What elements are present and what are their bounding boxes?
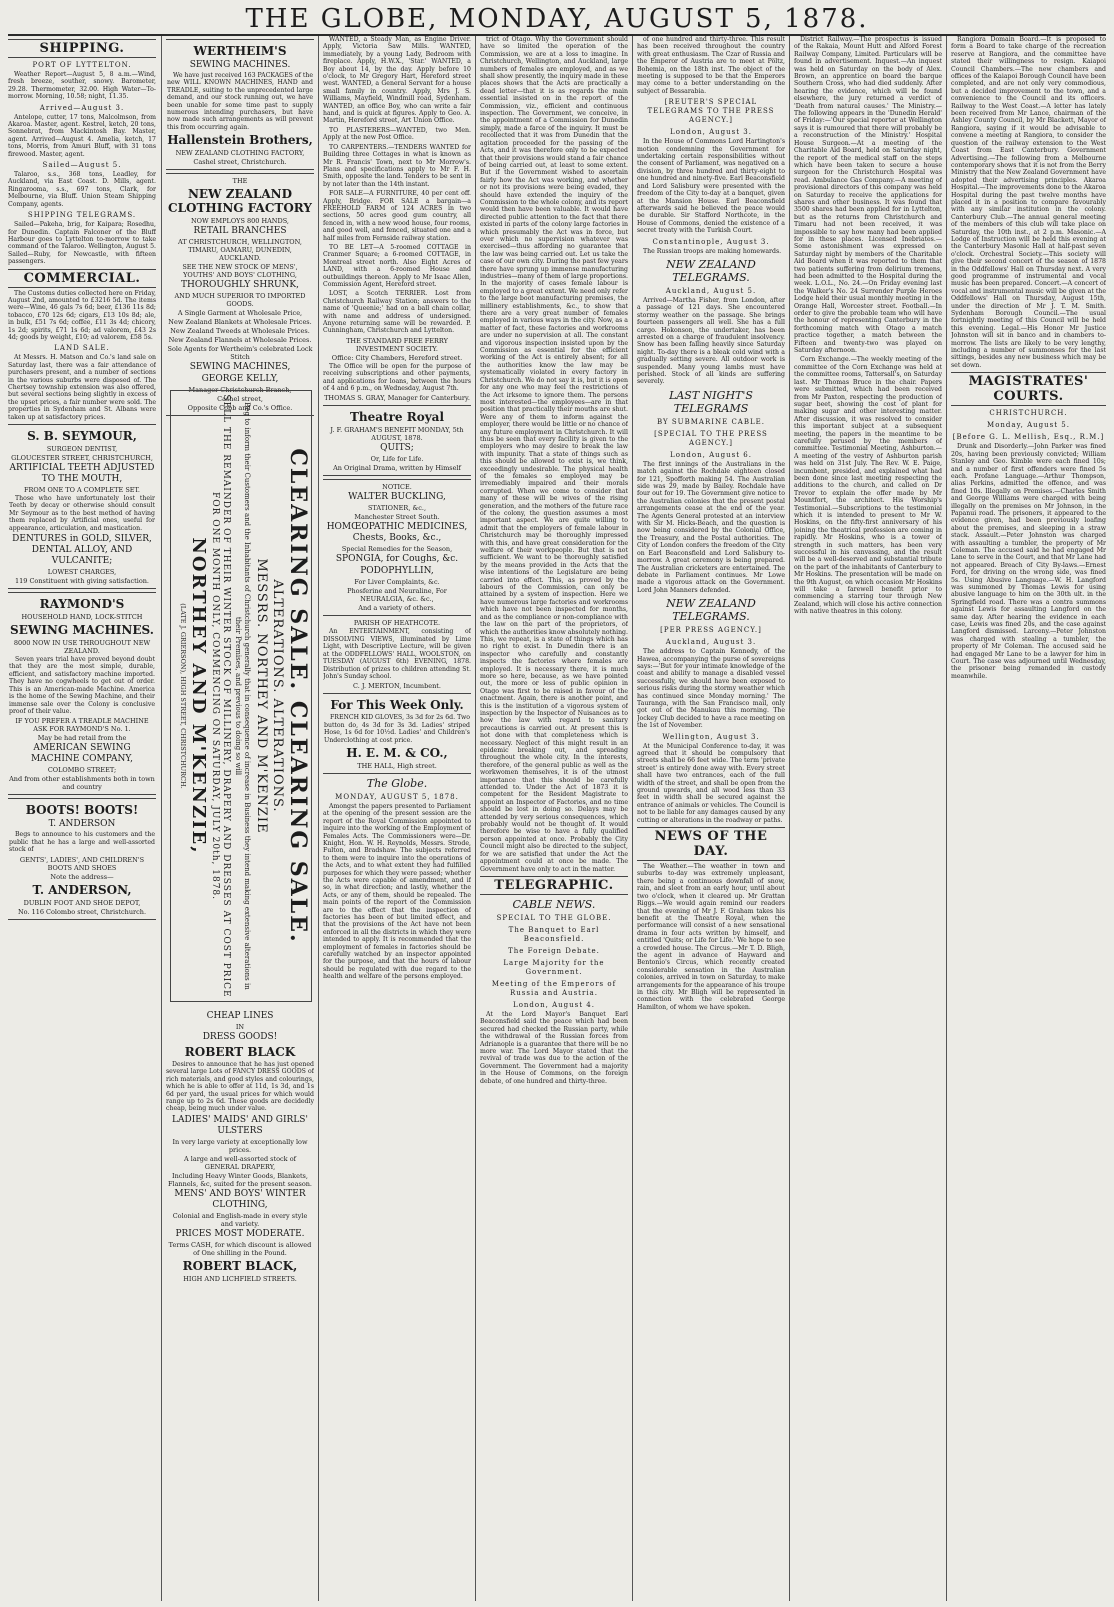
submarine-heading: BY SUBMARINE CABLE. bbox=[657, 417, 765, 426]
robert-black-name: ROBERT BLACK bbox=[184, 1045, 296, 1059]
parish-text: An ENTERTAINMENT, consisting of DISSOLVING VIEWS, illuminated by Lime Light, with Descriptive Lecture, will be given at the ODDFELLOWS' HALL, WOOLSTON, on TUESDAY (AUGUST 6th) EVENING, 1878. Distribution of prizes to children attending St. John's Sunday school. bbox=[323, 628, 471, 680]
lost-ad: LOST, a Scotch TERRIER. Lost from Christchurch Railway Station; answers to the name of 'Queenie;' had on a ball chain collar, with name and address of undersigned. Anyone returning same will be rewarded. P. Cunningham, Christchurch and Lyttelton. bbox=[323, 290, 471, 335]
robert-black-footer: ROBERT BLACK, bbox=[182, 1258, 298, 1273]
london-3-dateline: London, August 3. bbox=[670, 128, 752, 137]
nz-clothing-title: NEW ZEALAND CLOTHING FACTORY bbox=[168, 187, 312, 216]
moderate-line: PRICES MOST MODERATE. bbox=[175, 1228, 305, 1239]
to-let-ads: TO BE LET—A 5-roomed COTTAGE in Cranmer Square; a 6-roomed COTTAGE, in Montreal street north. Also Eight Acres of LAND, with a 6-roomed House and outbuildings thereon. Apply to Mr Isaac Allen, Commission Agent, Hereford street. bbox=[323, 243, 471, 288]
auckland-3-dateline: Auckland, August 3. bbox=[665, 638, 757, 647]
local-news-text-1: District Railway.—The prospectus is issued of the Rakaia, Mount Hutt and Alford Forest Railway Company, Limited. Particulars will be found in advertisement. Inquest.—An inquest was held on Saturday on the body of Alex. Brown, an apprentice on board the barque Southern Cross, who had died suddenly. After hearing the evidence, which will be found elsewhere, the jury returned a verdict of 'Death from natural causes.' The Ministry.—The following appears in the 'Dunedin Herald' of Friday:—'Our special reporter at Wellington says it is rumoured that there will probably be a reconstruction of the Ministry.' Hospital House Surgeon.—At a meeting of the Charitable Aid Board, held on Saturday night, the report of the medical staff on the steps which have been taken to secure a house surgeon for the Christchurch Hospital was read. Ambulance Gas Company.—A meeting of provisional directors of this company was held on Saturday to receive the applications for shares and other business. It was found that 3500 shares had been applied for in Lyttelton, but as the returns from Christchurch and Timaru had not been received, it was impossible to say how many had been applied for in these places. Licensed Inebriates.—Some astonishment was expressed on Saturday night by members of the Charitable Aid Board when it was reported to them that two patients suffering from delirium tremens, had been admitted to the Hospital during the week. L.O.L., No. 24.—On Friday evening last the Walker's No. 24 Surrender Purple Heroes Lodge held their usual monthly meeting in the Orange Hall, Worcester street. Football.—In order to give the probable team who will have the honour of representing Canterbury in the forthcoming match with Otago a match practice together, a match between the Fifteen and twenty-two was played on Saturday afternoon. bbox=[794, 36, 942, 355]
banquet-headline: The Banquet to Earl Beaconsfield. bbox=[508, 925, 600, 943]
nz-clothing-shrunk: THOROUGHLY SHRUNK, bbox=[180, 280, 300, 291]
raymond-subtitle: HOUSEHOLD HAND, LOCK-STITCH bbox=[21, 613, 143, 622]
sailed-text: Talaroo, s.s., 368 tons, Leadley, for Auckland, via East Coast. D. Mills, agent. Ringarooma, s.s., 697 tons, Clark, for Melbourne, via Bluff. Union Steam Shipping Company, agents. bbox=[8, 171, 156, 208]
clearing-sale-rotated bbox=[171, 391, 311, 1001]
theatre-title: Theatre Royal bbox=[349, 410, 445, 425]
wertheim-title: WERTHEIM'S bbox=[193, 44, 287, 58]
variety-line: And a variety of others. bbox=[358, 604, 436, 613]
podophyllin-line: PODOPHYLLIN, bbox=[360, 566, 434, 577]
column-divider bbox=[475, 36, 476, 1601]
column-divider bbox=[789, 36, 790, 1601]
cable-news-heading: CABLE NEWS. bbox=[512, 897, 596, 911]
sailed-heading: Sailed—August 5. bbox=[42, 161, 122, 170]
drapery-line: A large and well-assorted stock of GENERAL DRAPERY, bbox=[183, 1154, 297, 1171]
phosferine-line: Phosferine and Neuraline, For NEURALGIA, &c. &c., bbox=[347, 587, 447, 604]
column-7 bbox=[951, 36, 1106, 1601]
auckland-text: Arrived—Martha Fisher, from London, after a passage of 121 days. She encountered stormy weather on the passage. She brings fourteen passengers all well. She has a full cargo. Hokonson, the undertaker, has been arrested on a charge of fraudulent insolvency. Snow has been falling heavily since Saturday night. To-day there is a bleak cold wind with a gradually setting severe. All outdoor work is suspended. Many young lambs must have perished. Stock of all kinds are suffering severely. bbox=[637, 296, 785, 386]
globe-date: MONDAY, AUGUST 5, 1878. bbox=[335, 792, 459, 801]
buckling-stationer: STATIONER, &c., bbox=[367, 504, 427, 513]
for-one-month-line: FOR ONE MONTH ONLY, COMMENCING ON SATURDAY, JULY 20th, 1878. bbox=[210, 491, 220, 901]
reuters-heading: [REUTER'S SPECIAL TELEGRAMS TO THE PRESS AGENCY.] bbox=[647, 98, 775, 125]
plasterers-ad: TO PLASTERERS—WANTED, two Men. Apply at the new Post Office. bbox=[323, 126, 471, 142]
seymour-headline: ARTIFICIAL TEETH ADJUSTED TO THE MOUTH, bbox=[9, 463, 155, 485]
emperors-headline: Meeting of the Emperors of Russia and Austria. bbox=[491, 979, 617, 997]
wellington-dateline: Wellington, August 3. bbox=[662, 732, 760, 741]
notice-title: NOTICE. bbox=[382, 483, 412, 492]
commercial-heading: COMMERCIAL. bbox=[8, 269, 156, 288]
robert-black-text: Desires to announce that he has just opened several large Lots of FANCY DRESS GOODS of rich materials, and good styles and colourings, which he is able to offer at 11d, 1s 3d, and 1s 6d per yard, the usual prices for which would range up to 2s 6d. These goods are decidedly cheap, being much under value. bbox=[166, 1061, 314, 1113]
magistrates-date: Monday, August 5. bbox=[987, 421, 1070, 430]
raymond-text: Seven years trial have proved beyond doubt that they are the most simple, durable, efficient, and satisfactory machine imported. They have no cogwheels to get out of order. This is an American-made Machine. America is the home of the Sewing Machine, and their immense sale over the Colony is conclusive proof of their value. bbox=[9, 656, 155, 715]
anderson-text: Begs to announce to his customers and the public that he has a large and well-assorted stock of bbox=[9, 831, 155, 854]
majority-headline: Large Majority for the Government. bbox=[503, 958, 605, 976]
seymour-charges: LOWEST CHARGES, bbox=[47, 568, 117, 577]
seymour-name: S. B. SEYMOUR, bbox=[27, 429, 137, 444]
arrived-heading: Arrived—August 3. bbox=[39, 103, 125, 112]
hem-name: H. E. M. & CO., bbox=[346, 745, 448, 760]
nz-clothing-garment: A Single Garment at Wholesale Price, bbox=[177, 309, 303, 318]
ferry-office: Office: City Chambers, Hereford street. bbox=[331, 353, 463, 362]
special-globe: SPECIAL TO THE GLOBE. bbox=[496, 913, 612, 922]
foreign-debate-headline: The Foreign Debate. bbox=[508, 946, 600, 955]
telegraphic-heading: TELEGRAPHIC. bbox=[480, 876, 628, 895]
magistrates-bench: [Before G. L. Mellish, Esq., R.M.] bbox=[952, 433, 1105, 442]
raymond-machines: SEWING MACHINES. bbox=[10, 623, 154, 638]
anderson-note: Note the address— bbox=[50, 872, 114, 881]
raymond-treadle: IF YOU PREFER A TREADLE MACHINE ASK FOR RAYMOND'S No. 1. bbox=[15, 717, 149, 734]
shipping-telegrams-text: Sailed—Pakeha, brig, for Kaipara; Rosedhu, for Dunedin. Captain Falconer of the Bluff Harbour goes to Lyttelton to-morrow to take command of the Talaroo. Wellington, August 5. Sailed—Ruby, for Newcastle, with fifteen passengers. bbox=[8, 221, 156, 266]
hallenstein-sub: NEW ZEALAND CLOTHING FACTORY, bbox=[175, 149, 305, 158]
column-1 bbox=[8, 36, 156, 1601]
liver-line: For Liver Complaints, &c. bbox=[354, 578, 440, 587]
port-heading: PORT OF LYTTELTON. bbox=[32, 61, 132, 69]
auckland-3-text: The address to Captain Kennedy, of the Hawea, accompanying the purse of sovereigns says:—'But for your intimate knowledge of the coast and ability to manage a disabled vessel successfully, we should have been exposed to serious risks during the stormy weather which has continued since Monday morning.' The Tauranga, with the San Francisco mail, only got out of the Manukau this morning. The Jockey Club decided to have a race meeting on the 1st of November. bbox=[637, 648, 785, 730]
cheap-in: IN bbox=[235, 1023, 245, 1031]
nz-clothing-superior: AND MUCH SUPERIOR TO IMPORTED GOODS. bbox=[174, 292, 306, 309]
boots-heading: BOOTS! BOOTS! bbox=[25, 803, 139, 818]
quits-title: QUITS; bbox=[380, 443, 414, 454]
seymour-address: 119 Constituent with giving satisfaction. bbox=[14, 577, 149, 586]
nz-clothing-ad bbox=[166, 173, 314, 416]
buckling-street: Manchester Street South. bbox=[354, 513, 440, 522]
robert-black-address: HIGH AND LICHFIELD STREETS. bbox=[183, 1274, 297, 1283]
wertheim-text: We have just received 163 PACKAGES of the new WILL KNOWN MACHINES, HAND and TREADLE, suiting to the unprecedented large demand, and our stock running out, we have been unable for some time past to supply numerous intending purchasers, but have now made such arrangements as will prevent this from occurring again. bbox=[167, 72, 313, 131]
seymour-ad bbox=[8, 424, 156, 589]
raymond-had-from: May be had retail from the bbox=[37, 734, 127, 743]
london-dateline: London, August 4. bbox=[513, 1000, 595, 1009]
editorial-text: Amongst the papers presented to Parliament at the opening of the present session are the report of the Royal Commission appointed to inquire into the working of the Employment of Females Acts. The Commissioners were—Dr. Knight, Hon. W. H. Reynolds, Messrs. Strode, Fulton, and Bradshaw. The subjects referred to them were to inquire into the operations of the Acts, and to what extent they had fulfilled purposes for which they were passed; whether the Acts were capable of amendment, and if so, in what direction; and lastly, whether the Acts, or any of them, should be repealed. The main points of the report of the Commission are to the effect that the inspection of factories has been of but limited effect, and that the provisions of the Act have not been enforced in all the districts in which they were intended to apply. It is recommended that the employment of females in factories should be carefully watched by an inspector appointed for the purpose, and that the hours of labour should be regulated with due regard to the health and welfare of the persons employed. bbox=[323, 802, 471, 981]
kelly-opposite: Opposite Cobb and Co.'s Office. bbox=[187, 404, 293, 413]
raymond-title: RAYMOND'S bbox=[39, 597, 125, 612]
clearing-sale-title: CLEARING SALE. CLEARING SALE. bbox=[285, 448, 311, 944]
anderson-ad bbox=[8, 798, 156, 919]
wanted-ads: WANTED, a Steady Man, as Engine Driver. Apply, Victoria Saw Mills. WANTED, immediately, by a young Lady, Bedroom with fireplace. Apply, H.W.X., 'Star.' WANTED, a Boy about 14, by the day. Apply before 10 o'clock, to Mr Gregory Hart, Hereford street west. WANTED, a General Servant for a house small family in country. Apply, Mrs J. S. Williams, Mayfield, Windmill road, Sydenham. WANTED, an office Boy, who can write a fair hand, and is quick at figures. Apply to Geo. A. Martin, Hereford street, Art Union Office. bbox=[323, 36, 471, 125]
including-line: Including Heavy Winter Goods, Blankets, Flannels, &c, suited for the present season. bbox=[168, 1171, 312, 1188]
terms-line: Terms CASH, for which discount is allowed of One shilling in the Pound. bbox=[168, 1240, 312, 1257]
seymour-street: GLOUCESTER STREET, CHRISTCHURCH, bbox=[11, 454, 153, 463]
anderson-name-top: T. ANDERSON bbox=[48, 819, 116, 830]
nz-clothing-tweeds: New Zealand Tweeds at Wholesale Prices. bbox=[170, 327, 310, 336]
seymour-subline: FROM ONE TO A COMPLETE SET. bbox=[24, 486, 140, 495]
this-week-title: For This Week Only. bbox=[330, 698, 464, 713]
auckland-dateline: Auckland, August 5. bbox=[665, 286, 757, 295]
tenders-ad: TO CARPENTERS.—TENDERS WANTED for Building three Cottages in what is known as Mr R. Francis' Town, next to Mr Morrow's. Plans and specifications apply to Mr F. H. Smith, opposite the land. Tenders to be sent in by not later than the 14th instant. bbox=[323, 143, 471, 188]
kelly-role: Manager Christchurch Branch, bbox=[188, 386, 292, 395]
raymond-agents: And from other establishments both in town and country bbox=[9, 775, 155, 792]
nz-clothing-employs: NOW EMPLOYS 800 HANDS, bbox=[190, 217, 289, 226]
arrived-text: Antelope, cutter, 17 tons, Malcolmson, from Akaroa. Master, agent. Kestrel, ketch, 20 tons, Sonnebrat, from Mackintosh Bay. Master, agent. Arrived—August 4. Amelia, ketch, 17 tons, Morris, from Amuri Bluff, with 31 tons firewood. Master, agent. bbox=[8, 113, 156, 158]
commercial-text: The Customs duties collected here on Friday, August 2nd, amounted to £3216 5d. The items were—Wine, 46 gals 7s 6d; beer, £136 11s 8d; tobacco, £70 12s 6d; cigars, £13 10s 8d; ale, in bulk, £51 7s 6d; coffee, £11 3s 4d; chicory, 1s 2d; spirits, £71 1s 6d; ad valorem, £43 2s 4d; goods by weight, £10; ad valorem, £58 5s. bbox=[8, 289, 156, 341]
varieties-line: In very large variety at exceptionally low prices. bbox=[172, 1137, 308, 1154]
magistrates-text: Drunk and Disorderly.—John Parker was fined 20s, having been previously convicted; William Stanley and Geo. Kimble were each fined 10s; and a number of first offenders were fined 5s each. Profane Language.—Arthur Thompson, alias Perkins, admitted the offence, and was fined 10s. Illegally on Premises.—Charles Smith and George Williams were charged with being illegally on the premises on Mr Johnson, in the Papanui road. The prisoners, it appeared to the evidence given, had been previously loafing about the premises, and sleeping in a straw stack. Assault.—Peter Johnston was charged with assaulting a tumbler, the property of Mr Coleman. The accused said he had engaged Mr Lane to serve in the Court, and that Mr Lane had not appeared. Breach of City By-laws.—Ernest Ford, for driving on the wrong side, was fined 5s. Using Abusive Language.—W. H. Langford was summoned by Thomas Lewis for using abusive language to him on the 30th ult. in the Springfield road. There was a contra summons against Lewis for assaulting Langford on the same day. After hearing the evidence in each case, Lewis was fined 20s, and the case against Langford dismissed. Larceny.—Peter Johnston was charged with stealing a tumbler, the property of Mr Coleman. The accused said he had engaged Mr Lane to be a lawyer for him in Court. The case was adjourned until Wednesday, the prisoner being remanded in custody meanwhile. bbox=[951, 443, 1106, 680]
local-news-text-2: Corn Exchange.—The weekly meeting of the committee of the Corn Exchange was held at the committee rooms, Tattersall's, on Saturday last. Mr Thomas Bruce in the chair. Papers were submitted, which had been received from Mr Paxton, respecting the production of sugar beet, showing the cost of plant for making sugar and other interesting matter. After discussion, it was resolved to consider this important subject at a subsequent meeting, the papers in the meantime to be carefully perused by the members of committee. Testimonial Meeting, Ashburton.—A meeting of the vestry of Ashburton parish was held on 31st July. The Rev. W. E. Paige, incumbent, presided, and explained what had been done since last meeting respecting the additions to the church, and called on Dr Trevor to explain the offer made by Mr Mountfort, the architect. His Worship's Testimonial.—Subscriptions to the testimonial which it is intended to present to Mr W. Hoskins, on the fifty-first anniversary of his joining the theatrical profession are coming in rapidly. Mr Hoskins, who is a tower of strength in such matters, has been very successful in his canvassing, and the result will be a well-deserved and substantial tribute on the part of the inhabitants of Canterbury to Mr Hoskins. The presentation will be made on the 9th August, on which occasion Mr Hoskins will take a farewell benefit prior to commencing a starring tour through New Zealand, which will close his active connection with native theatres in this colony. bbox=[794, 356, 942, 616]
dress-goods: DRESS GOODS! bbox=[202, 1032, 278, 1042]
for-sale-ads: FOR SALE—A FURNITURE, 40 per cent off. Apply, Bridge. FOR SALE a bargain—a FREEHOLD FARM of 124 ACRES in two sections, 50 acres good gum country, all fenced in, with a new wood house, four rooms, and good well, and fenced, situated one and a half miles from Fernside railway station. bbox=[323, 190, 471, 242]
hallenstein-name: Hallenstein Brothers, bbox=[167, 133, 313, 148]
reuters-text: In the House of Commons Lord Hartington's motion condemning the Government for undertaking certain responsibilities without the consent of Parliament, was negatived on a division, by three hundred and thirty-eight to one hundred and ninety-five. Earl Beaconsfield and Lord Salisbury were presented with the freedom of the City to-day at a banquet, given at the Mansion House. Earl Beaconsfield afterwards said he believed the peace would be durable. Sir Stafford Northcote, in the House of Commons, denied the existence of a secret treaty with the Turkish Court. bbox=[637, 138, 785, 235]
anderson-street: No. 116 Colombo street, Christchurch. bbox=[17, 907, 147, 916]
this-week-ad bbox=[323, 693, 471, 774]
homeopathic-line: HOMŒOPATHIC MEDICINES, Chests, Books, &c., bbox=[326, 522, 468, 544]
last-night-text: The first innings of the Australians in the match against the Rochdale eighteen closed for 121, Spofforth making 54. The Australian side was 29, made by Bailey. Rochdale have four out for 19. The Government give notice to the Australian colonies that the present postal arrangements cease at the end of the year. The Agents General protested at an interview with Sir M. Hicks-Beach, and the question is now being considered by the Colonial Office, the Treasury, and the Postal authorities. The City of London confers the freedom of the City on Earl Beaconsfield and Lord Salisbury to-morrow. A great ceremony is being prepared. The Australian cricketers are entertained. The debate in Parliament continues. Mr Lowe made a vigorous attack on the Government. Lord John Manners defended. bbox=[637, 460, 785, 594]
wellington-text: At the Municipal Conference to-day, it was agreed that it should be compulsory that streets shall be 66 feet wide. The term 'private street' is entirely done away with. Every street shall have two entrances, each of the full width of the street, and shall be open from the ground upwards, and all wood less than 33 feet in width shall be secured against the entrance of animals or vehicles. The Council is not to be liable for any damages caused by any cutting or alterations in the roadway or paths. bbox=[637, 742, 785, 824]
special-remedies: Special Remedies for the Season, bbox=[341, 545, 453, 554]
colombo-street: COLOMBO STREET; bbox=[47, 766, 117, 775]
nz-telegrams-heading: NEW ZEALAND TELEGRAMS. bbox=[666, 257, 756, 284]
raymond-use: 8000 NOW IN USE THROUGHOUT NEW ZEALAND. bbox=[13, 639, 151, 656]
globe-title: The Globe. bbox=[366, 776, 428, 790]
weather-report: Weather Report—August 5, 8 a.m.—Wind, fresh breeze, souther, snowy. Barometer, 29.28. Thermometer, 32.00. High Water—To-morrow. Morning, 10.58; night, 11.35. bbox=[8, 71, 156, 101]
american-company: AMERICAN SEWING MACHINE COMPANY, bbox=[30, 743, 134, 765]
column-3 bbox=[323, 36, 471, 1601]
theatre-benefit: J. F. GRAHAM'S BENEFIT MONDAY, 5th AUGUST, 1878. bbox=[330, 426, 464, 443]
nz-clothing-retail: RETAIL BRANCHES bbox=[193, 226, 287, 237]
nz-telegrams-heading-2: NEW ZEALAND TELEGRAMS. bbox=[666, 597, 756, 624]
cable-text: At the Lord Mayor's Banquet Earl Beaconsfield said the peace which had been secured had checked the Russian party, while the withdrawal of the Russian forces from Adrianople is a guarantee that there will be no more war. The Lord Mayor stated that the revival of trade was due to the action of the Government. The Government had a majority in the House of Commons, on the foreign debate, of one hundred and thirty-three. bbox=[480, 1010, 628, 1085]
cheap-lines: CHEAP LINES bbox=[206, 1011, 274, 1021]
hem-address: THE HALL, High street. bbox=[357, 761, 437, 770]
editorial-continued: trict of Otago. Why the Government should have so limited the operation of the Commission, we are at a loss to imagine. In Christchurch, Wellington, and Auckland, large numbers of females are employed, and as we shall show presently, the inquiry made in these places shows that the Acts are practically a dead letter—that it is as regards the main essential insisted on in the report of the Commission, viz., efficient and continuous inspection. The Government, we conceive, in the appointment of a Commission for Dunedin simply, made a farce of the inquiry. It must be recollected that it was from Dunedin that the agitation proceeded for the passing of the Acts, and it was therefore only to be expected that their provisions would stand a fair chance of being carried out, at least to some extent. But if the Government wished to ascertain fairly how the Act was working, and whether or not its provisions were being evaded, they should have extended the inquiry of the Commission to the whole colony, and its report would then have been valuable. It would have directed public attention to the fact that there existed in parts of the colony large factories in which presumably the Act was in force, but over which no supervision whatever was exercised—thus affording no guarantee that the law was being carried out. Let us take the case of our own city. During the past few years there have sprung up immense manufacturing industries—many of them of large proportions. In the majority of cases female labour is employed to a great extent. We need only refer to the large boot manufacturing premises, the millinery establishments, &c., to show that there are a very great number of females employed in various ways in the city. Now, as a matter of fact, these factories and workrooms are under no supervision at all. The constant and vigorous inspection insisted upon by the Commission as essential for the efficient working of the Act is entirely absent; for all the authorities know the law may be systematically violated in every factory in Christchurch. We do not say it is, but it is open for any one who may feel the restrictions of the Act irksome to ignore them. The persons most interested—the employees—are in that position that practically their mouths are shut. Were any of them to inform against the employer, there would be little or no chance of any future employment in Christchurch. It will thus be seen that every facility is given to the employers who may desire to break the law with impunity. That a state of things such as this should be allowed to exist is, we think, exceedingly undesirable. The physical health of the females so employed may be irremediably impaired and their morals corrupted. When we come to consider that many of these will be wives of the rising generation, and the mothers of the future race of the colony, the question assumes a most important aspect. We are quite willing to admit that the employers of female labour in Christchurch may be thoroughly impressed with this, and have great consideration for the welfare of their workpeople. But that is not sufficient. We want to be thoroughly satisfied by the means provided in the Acts that the wise intentions of the Legislature are being carried into effect. This, as proved by the labours of the Commission, can only be attained by a system of inspection. Here we have numerous large factories and workrooms which have not been inspected for months, and as the compliance or non-compliance with the law on the part of the proprietors, of which the authorities know absolutely nothing. This, we repeat, is a state of things which has no right to exist. In Dunedin there is an inspector who carefully and constantly inspects the factories where females are employed. It is necessary there, it is much more so here, because, as we have pointed out, the more or less of public opinion in Otago was first to be raised in favour of the enactment. Again, there is another point, and this is the institution of a vigorous system of inspection by the Inspector of Nuisances as to how the law with regard to sanitary precautions is carried out. At present this is not done with that completeness which is necessary. Neglect of this might result in an epidemic breaking out, and spreading throughout the whole city. In the interests, therefore, of the general public as well as the workwomen themselves, it is of the utmost importance that this should be carefully attended to. Under the Act of 1873 it is competent for the Resident Magistrate to appoint an Inspector of Factories, and no time should be lost in doing so. Delays may be attended by very serious consequences, which probably would not be thought of. It would therefore be wise to have a fully qualified person appointed at once. Probably the City Council might also be directed to the subject, for we are satisfied that under the Act the appointment could at once be made. The Government have only to act in the matter. bbox=[480, 36, 628, 873]
magistrates-heading: MAGISTRATES' COURTS. bbox=[951, 372, 1106, 406]
alterations-line: ALTERATIONS. ALTERATIONS. bbox=[270, 579, 285, 813]
masthead: THE GLOBE, MONDAY, AUGUST 5, 1878. bbox=[245, 4, 869, 34]
wertheim-sewing: SEWING MACHINES. bbox=[189, 60, 291, 70]
clearing-sale-text: Beg to inform their Customers and the Inhabitants of Christchurch generally that in consequence of increase in Business they intend making extensive alterations in their Premises, and previous to doing so will bbox=[234, 402, 251, 990]
spongia-line: SPONGIA, for Coughs, &c. bbox=[335, 554, 459, 565]
shipping-telegrams-heading: SHIPPING TELEGRAMS. bbox=[27, 211, 137, 220]
land-sale-heading: LAND SALE. bbox=[54, 344, 110, 353]
nz-clothing-see: SEE THE NEW STOCK OF MENS', YOUTHS' AND BOYS' CLOTHING, bbox=[182, 263, 298, 280]
christchurch-heading: CHRISTCHURCH. bbox=[989, 409, 1068, 418]
nz-clothing-cities: AT CHRISTCHURCH, WELLINGTON, TIMARU, OAMARU, DUNEDIN, AUCKLAND. bbox=[178, 238, 302, 263]
late-grierson-line: (LATE J. GRIERSON), HIGH STREET, CHRISTCHURCH. bbox=[179, 603, 187, 789]
column-5 bbox=[637, 36, 785, 1601]
clearing-sale-ad bbox=[170, 390, 312, 1002]
column-divider bbox=[632, 36, 633, 1601]
hallenstein-street: Cashel street, Christchurch. bbox=[193, 158, 287, 167]
nz-clothing-flannels: New Zealand Flannels at Wholesale Prices. bbox=[168, 336, 312, 345]
nz-clothing-blankets: New Zealand Blankets at Wholesale Prices. bbox=[168, 318, 312, 327]
anderson-depot: DUBLIN FOOT AND SHOE DEPOT, bbox=[23, 898, 141, 907]
column-6 bbox=[794, 36, 942, 1601]
land-sale-text: At Messrs. H. Matson and Co.'s land sale on Saturday last, there was a fair attendance of purchasers present, and a number of sections in the various suburbs were disposed of. The Chertsey township extension was also offered, but several sections being slightly in excess of the upset prices, a fair number were sold. The properties in Sydenham and St. Albans were taken up at satisfactory prices. bbox=[8, 354, 156, 421]
parish-title: PARISH OF HEATHCOTE. bbox=[353, 619, 441, 628]
northey-line: NORTHEY AND M'KENZIE, bbox=[188, 537, 209, 855]
ulsters-line: LADIES' MAIDS' AND GIRLS' ULSTERS bbox=[172, 1114, 308, 1136]
ferry-manager: THOMAS S. GRAY, Manager for Canterbury. bbox=[324, 394, 470, 403]
russians-text: The Russian troops are making homewards. bbox=[643, 247, 782, 255]
seymour-text: Those who have unfortunately lost their Teeth by decay or otherwise should consult Mr Seymour as to the best method of having them replaced by Artificial ones, useful for appearance, articulation, and mastication. bbox=[9, 495, 155, 532]
last-night-heading: LAST NIGHT'S TELEGRAMS bbox=[669, 388, 753, 415]
anderson-goods: GENTS', LADIES', AND CHILDREN'S BOOTS AND SHOES bbox=[19, 855, 145, 872]
kelly-name: GEORGE KELLY, bbox=[201, 374, 279, 385]
column-divider bbox=[946, 36, 947, 1601]
robert-black-column bbox=[166, 1010, 314, 1600]
parish-signature: C. J. MERTON, Incumbent. bbox=[353, 682, 441, 691]
wertheim-ad bbox=[166, 39, 314, 170]
nz-clothing-sewing: SEWING MACHINES, bbox=[189, 362, 291, 373]
ferry-text: The Office will be open for the purpose of receiving subscriptions and other payments, and applications for loans, between the hours of 4 and 6 p.m., on Wednesday, August 7th. bbox=[323, 362, 471, 393]
cable-continued: of one hundred and thirty-three. This result has been received throughout the country with great enthusiasm. The Czar of Russia and the Emperor of Austria are to meet at Pöltz, Bohemia, on the 18th inst. The object of the meeting is supposed to be that the Emperors may come to a better understanding on the subject of Bessarabia. bbox=[637, 36, 785, 95]
buckling-ad bbox=[323, 479, 471, 616]
news-of-the-day-text: The Weather.—The weather in town and suburbs to-day was extremely unpleasant, there being a continuous downfall of snow, rain, and sleet from an early hour, until about two o'clock, when it cleared up. Mr Grattan Riggs.—We would again remind our readers that the evening of Mr J. F. Graham takes his benefit at the Theatre Royal, when the performance will consist of a new sensational drama in four acts written by himself, and entitled 'Quits; or Life for Life.' We hope to see a crowded house. The Circus.—Mr T. D. Bligh, the agent in advance of Hayward and Bentonio's Circus, which recently created considerable sensation in the Australian colonies, arrived in town on Saturday, to make arrangements for the appearance of his troupe in this city. Mr Bligh will be represented in connection with the celebrated George Hamilton, of whom we have spoken. bbox=[637, 863, 785, 1011]
theatre-ad bbox=[323, 405, 471, 476]
ferry-title: THE STANDARD FREE FERRY INVESTMENT SOCIETY. bbox=[346, 336, 448, 353]
nz-clothing-the: THE bbox=[232, 177, 248, 186]
constantinople-dateline: Constantinople, August 3. bbox=[652, 237, 770, 246]
seymour-dentures: DENTURES in GOLD, SILVER, DENTAL ALLOY, AND VULCANITE; bbox=[12, 534, 152, 567]
column-divider bbox=[161, 36, 162, 1601]
shipping-heading: SHIPPING. bbox=[8, 39, 156, 58]
kelly-street: Cashel street, bbox=[217, 395, 263, 404]
press-assoc-note: [PER PRESS AGENCY.] bbox=[660, 626, 762, 635]
gloves-text: FRENCH KID GLOVES, 3s 3d for 2s 6d. Two button do, 4s 3d for 3s 3d. Ladies' striped Hose, 1s 6d for 10½d. Ladies' and Children's Underclothing at cost price. bbox=[324, 714, 470, 744]
colonial-line: Colonial and English-made in every style and variety. bbox=[172, 1211, 308, 1228]
seymour-role: SURGEON DENTIST, bbox=[46, 445, 118, 454]
sell-line: SELL THE REMAINDER OF THEIR WINTER STOCK OF MILLINERY, DRAPERY AND DRESSES AT COST PRICE bbox=[221, 394, 231, 998]
nz-clothing-sole-agents: Sole Agents for Wertheim's celebrated Lock Stitch bbox=[167, 345, 313, 362]
mens-clothing-line: MENS' AND BOYS' WINTER CLOTHING, bbox=[174, 1188, 306, 1210]
london-6-dateline: London, August 6. bbox=[670, 450, 752, 459]
raymond-ad bbox=[8, 592, 156, 795]
press-agency-note: [SPECIAL TO THE PRESS AGENCY.] bbox=[654, 429, 768, 447]
anderson-name: T. ANDERSON, bbox=[32, 882, 132, 897]
buckling-name: WALTER BUCKLING, bbox=[348, 492, 446, 503]
local-news-text-3: Rangiora Domain Board.—It is proposed to form a Board to take charge of the recreation reserve at Rangiora, and the committee have stated their willingness to resign. Kaiapoi Council Chambers.—The new chambers and offices of the Kaiapoi Borough Council have been completed, and are not only very commodious, but a decided improvement to the town, and a convenience to the Council and its officers. Railway to the West Coast.—A letter has lately been received from Mr Lance, chairman of the Ashley County Council, by Mr Blackett, Mayor of Rangiora, saying if it would be advisable to convene a meeting at Rangiora, to consider the question of the railway extension to the West Coast from East Canterbury. Government Advertising.—The following from a Melbourne contemporary shows that it is not from the Berry Ministry that the New Zealand Government have adopted their advertising principles. Akaroa Hospital.—The improvements done to the Akaroa Hospital during the past twelve months have placed it in a position to compare favourably with any similar institution in the colony. Canterbury Club.—The annual general meeting of the members of this club will take place on Saturday, the 10th inst., at 2 p.m. Masonic.—A Lodge of Instruction will be held this evening at the Canterbury Masonic Hall at half-past seven o'clock. Orchestral Society.—This society will give their second concert of the season of 1878 in the Oddfellows' Hall on Thursday next. A very good programme of instrumental and vocal music has been prepared. Concert.—A concert of vocal and instrumental music will be given at the Oddfellows' Hall on Thursday, August 15th, under the direction of Mr J. T. M. Smith. Sydenham Borough Council.—The usual fortnightly meeting of this Council will be held this evening. Legal.—His Honor Mr Justice Johnston will sit in banco and in chambers to-morrow. The lists are likely to be very lengthy, including a number of summonses for the last sittings, besides any new business which may be set down. bbox=[951, 36, 1106, 369]
messrs-line: MESSRS. NORTHEY AND M'KENZIE bbox=[254, 558, 269, 834]
quits-subtitle: Or, Life for Life. bbox=[370, 455, 424, 464]
quits-original: An Original Drama, written by Himself bbox=[333, 464, 461, 473]
column-4 bbox=[480, 36, 628, 1601]
news-of-the-day-heading: NEWS OF THE DAY. bbox=[637, 827, 785, 861]
column-divider bbox=[318, 36, 319, 1601]
